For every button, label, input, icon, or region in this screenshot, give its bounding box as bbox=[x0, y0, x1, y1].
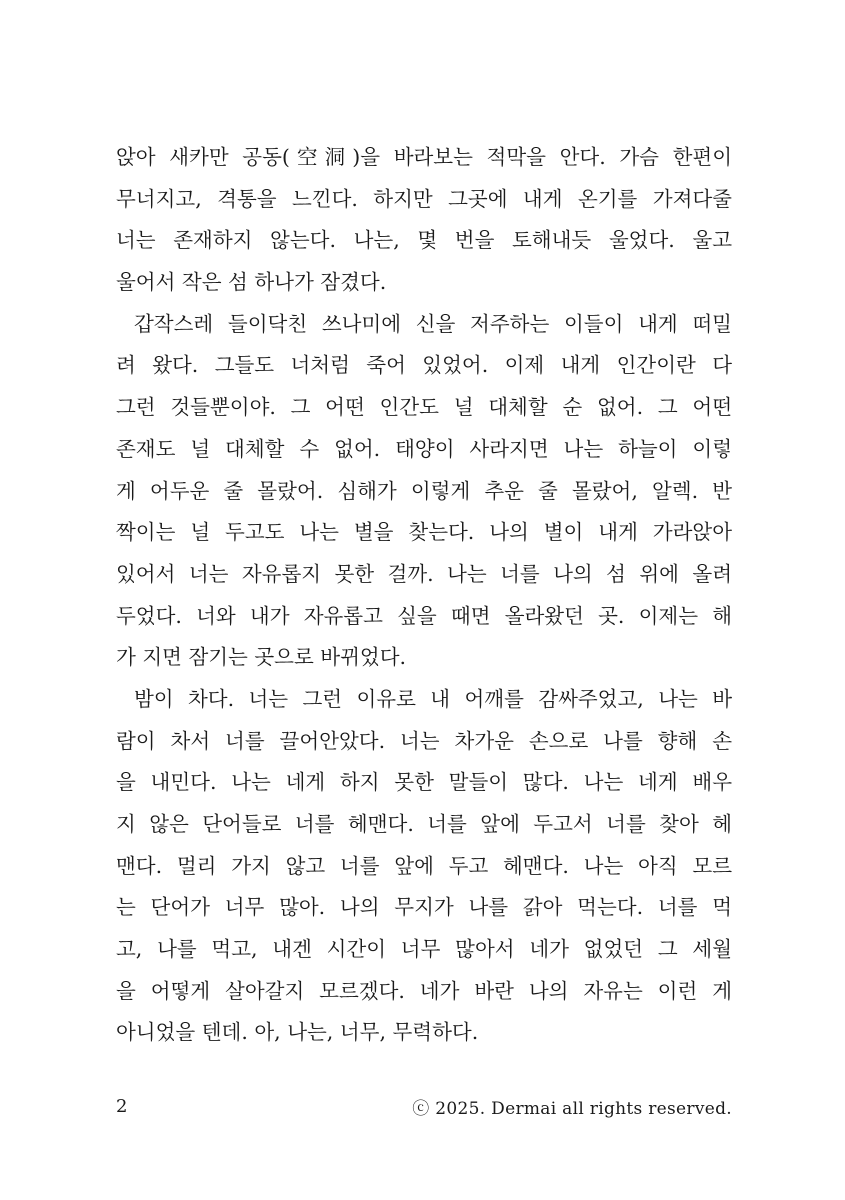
text-line: 그런 것들뿐이야. 그 어떤 인간도 널 대체할 순 없어. 그 어떤 bbox=[116, 395, 732, 420]
body-text bbox=[116, 137, 732, 1054]
text-line: 는 단어가 너무 많아. 나의 무지가 나를 갉아 먹는다. 너를 먹 bbox=[116, 895, 732, 920]
text-line: 앉아 새카만 공동(空洞)을 바라보는 적막을 안다. 가슴 한편이 bbox=[116, 145, 732, 169]
page-footer bbox=[116, 1092, 732, 1122]
text-line: 짝이는 널 두고도 나는 별을 찾는다. 나의 별이 내게 가라앉아 bbox=[116, 520, 732, 545]
text-line: 두었다. 너와 내가 자유롭고 싶을 때면 올라왔던 곳. 이제는 해 bbox=[116, 603, 732, 628]
text-line: 맨다. 멀리 가지 않고 너를 앞에 두고 헤맨다. 나는 아직 모르 bbox=[116, 853, 732, 878]
text-line: 지 않은 단어들로 너를 헤맨다. 너를 앞에 두고서 너를 찾아 헤 bbox=[116, 812, 732, 836]
text-line: 람이 차서 너를 끌어안았다. 너는 차가운 손으로 나를 향해 손 bbox=[116, 728, 732, 753]
text-line: 고, 나를 먹고, 내겐 시간이 너무 많아서 네가 없었던 그 세월 bbox=[116, 937, 732, 962]
text-line: 존재도 널 대체할 수 없어. 태양이 사라지면 나는 하늘이 이렇 bbox=[116, 436, 732, 461]
text-line: 있어서 너는 자유롭지 못한 걸까. 나는 너를 나의 섬 위에 올려 bbox=[116, 561, 732, 586]
text-line: 너는 존재하지 않는다. 나는, 몇 번을 토해내듯 울었다. 울고 bbox=[116, 228, 732, 253]
text-line: 을 내민다. 나는 네게 하지 못한 말들이 많다. 나는 네게 배우 bbox=[116, 770, 732, 795]
text-line: 밤이 차다. 너는 그런 이유로 내 어깨를 감싸주었고, 나는 바 bbox=[134, 686, 732, 711]
text-line: 려 왔다. 그들도 너처럼 죽어 있었어. 이제 내게 인간이란 다 bbox=[116, 353, 732, 378]
text-line: 게 어두운 줄 몰랐어. 심해가 이렇게 추운 줄 몰랐어, 알렉. 반 bbox=[116, 478, 732, 503]
text-line: 아니었을 텐데. 아, 나는, 너무, 무력하다. bbox=[116, 1020, 479, 1045]
page-number: 2 bbox=[116, 1096, 128, 1117]
text-line: 무너지고, 격통을 느낀다. 하지만 그곳에 내게 온기를 가져다줄 bbox=[116, 186, 732, 211]
text-line: 을 어떻게 살아갈지 모르겠다. 네가 바란 나의 자유는 이런 게 bbox=[116, 978, 732, 1003]
text-line: 갑작스레 들이닥친 쓰나미에 신을 저주하는 이들이 내게 떠밀 bbox=[134, 311, 732, 336]
text-line: 가 지면 잠기는 곳으로 바뀌었다. bbox=[116, 645, 407, 670]
copyright-notice: ⓒ 2025. Dermai all rights reserved. bbox=[412, 1099, 732, 1119]
text-line: 울어서 작은 섬 하나가 잠겼다. bbox=[116, 270, 387, 295]
